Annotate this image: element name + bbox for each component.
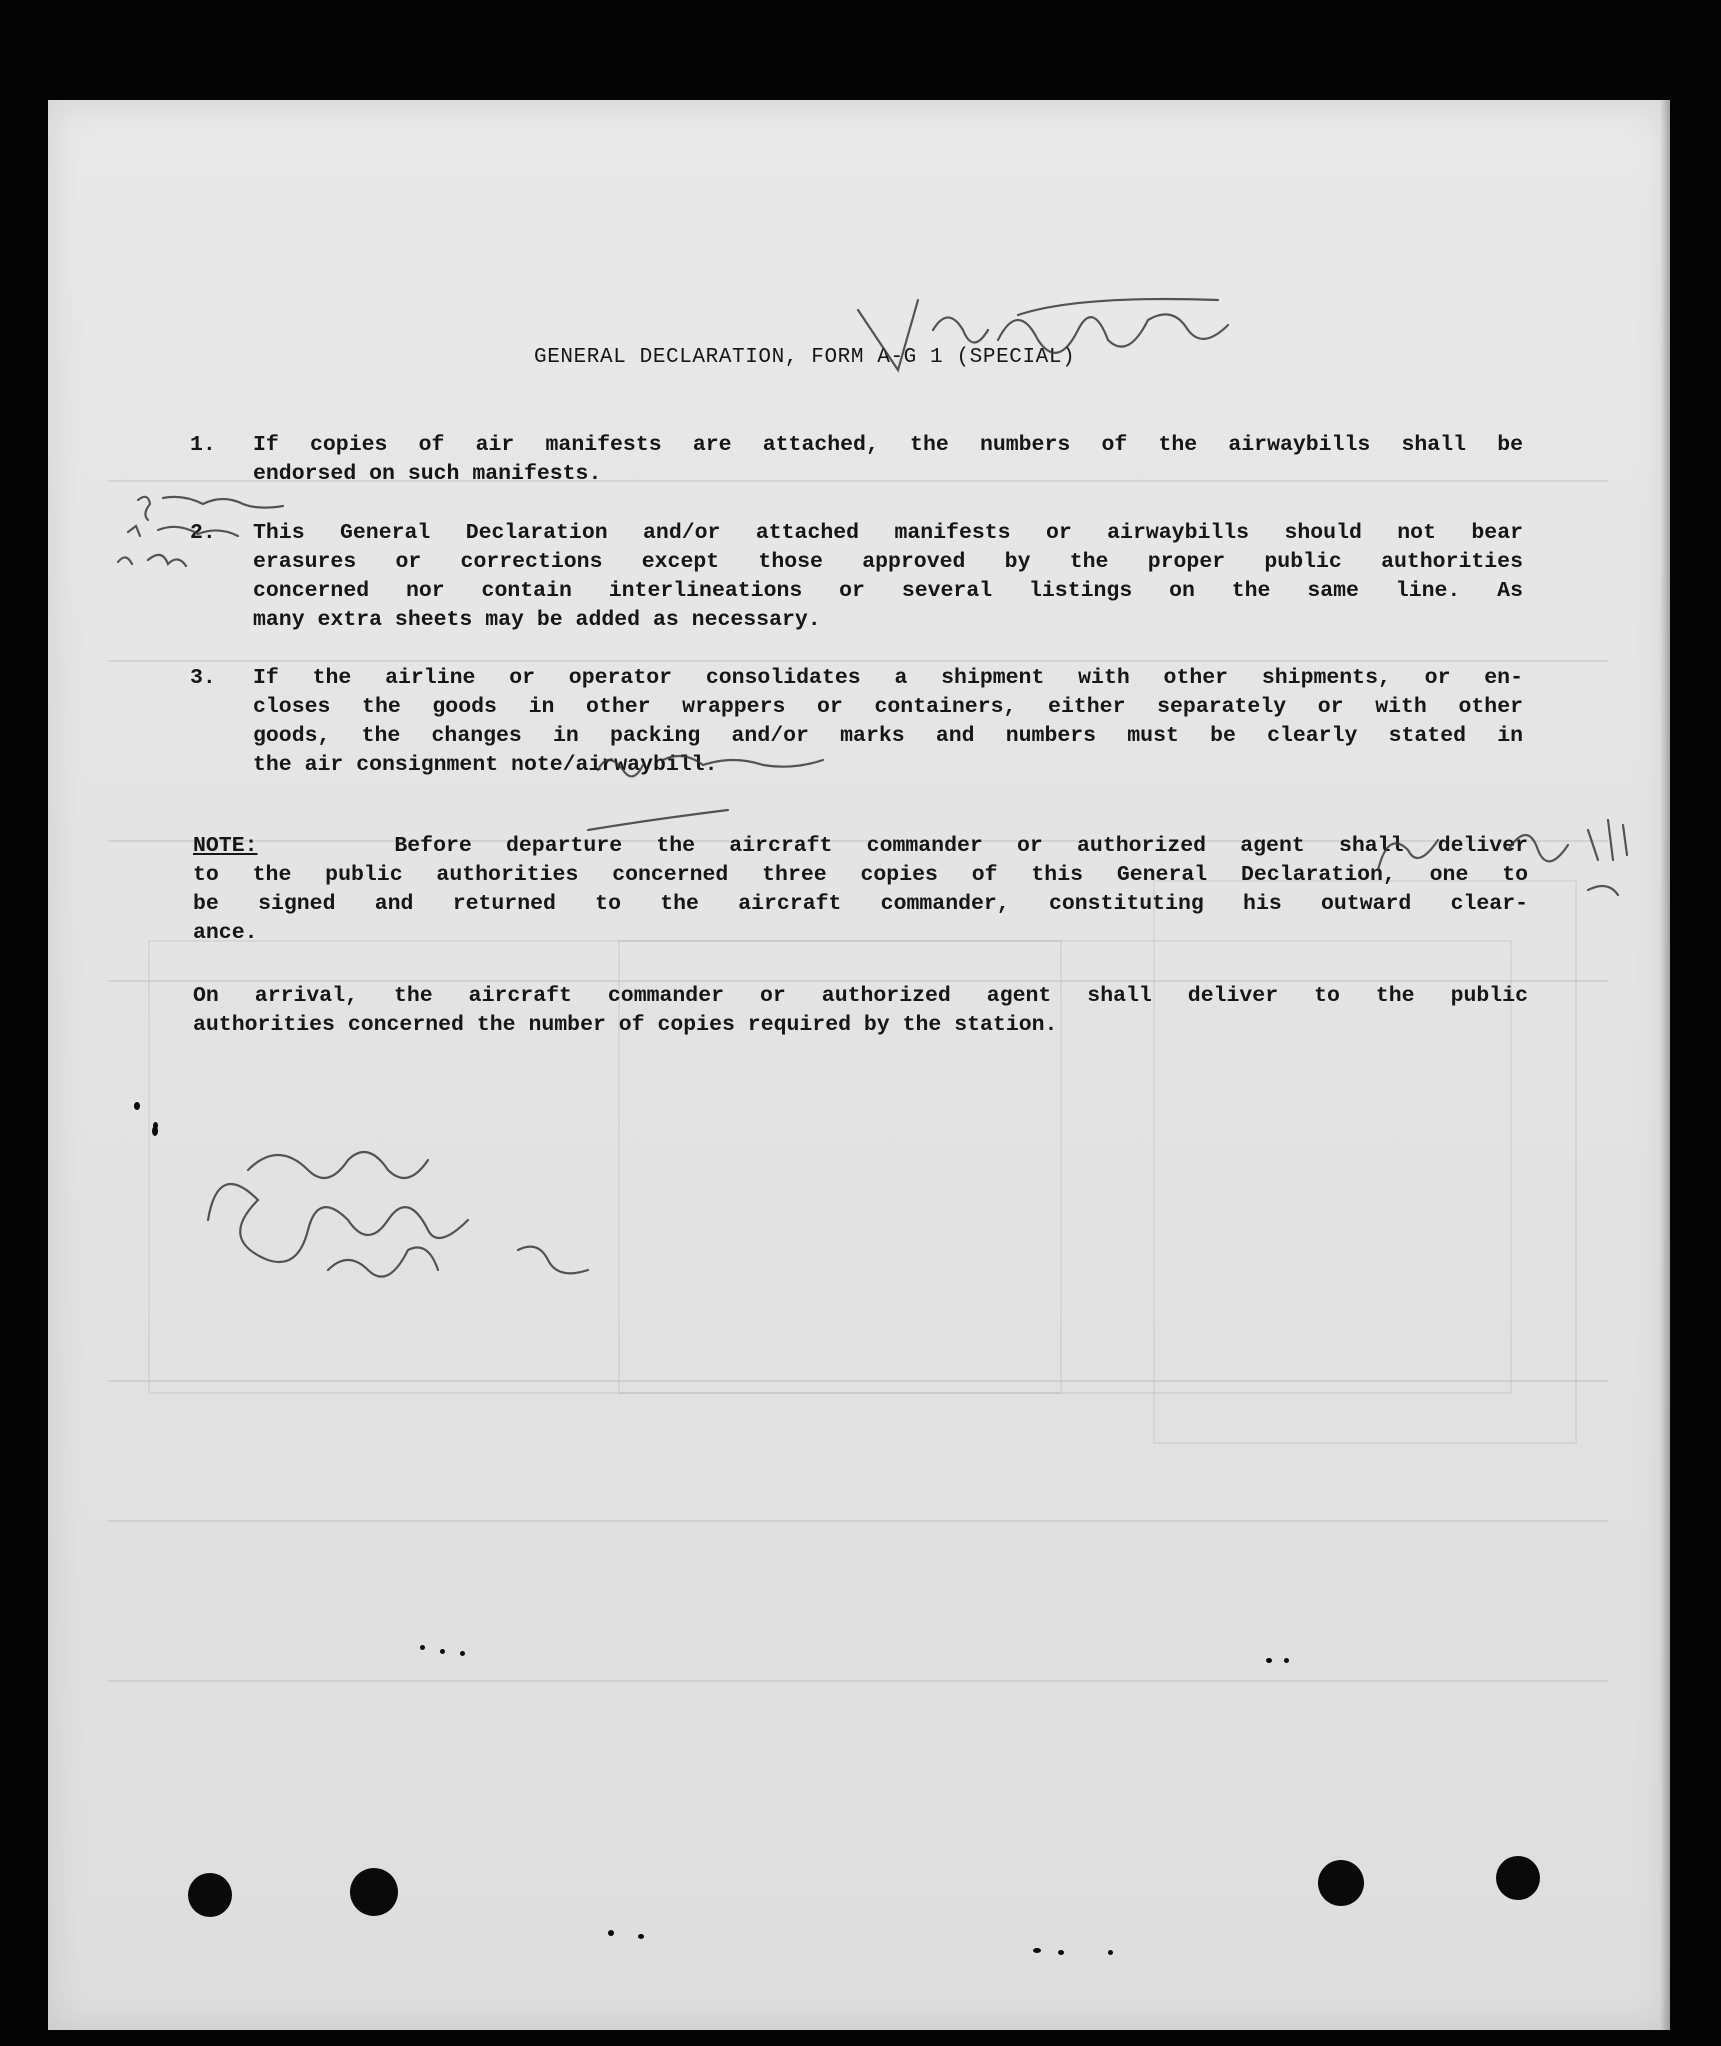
ink-speck	[1284, 1658, 1289, 1663]
arrival-paragraph	[193, 982, 1528, 1040]
note-line: be signed and returned to the aircraft commander, constituting his outward clear-	[193, 892, 1528, 916]
note-line: to the public authorities concerned three copies of this General Declaration, one to	[193, 863, 1528, 887]
item-text	[253, 431, 1523, 489]
document-page	[48, 100, 1670, 2030]
ink-speck	[1266, 1658, 1272, 1663]
ink-speck	[420, 1645, 425, 1650]
item-text	[253, 519, 1523, 635]
item-line: This General Declaration and/or attached manifests or airwaybills should not bear	[253, 521, 1523, 545]
note-line: Before departure the aircraft commander or authorized agent shall deliver	[394, 834, 1529, 858]
form-title: GENERAL DECLARATION, FORM A-G 1 (SPECIAL)	[534, 346, 1076, 369]
arrival-line: authorities concerned the number of copies required by the station.	[193, 1013, 1058, 1037]
punch-hole	[1496, 1856, 1540, 1900]
punch-hole	[1318, 1860, 1364, 1906]
ink-speck	[608, 1930, 614, 1936]
item-line: closes the goods in other wrappers or containers, either separately or with other	[253, 695, 1523, 719]
item-number: 3.	[190, 666, 216, 690]
item-number: 2.	[190, 521, 216, 545]
item-line: concerned nor contain interlineations or several listings on the same line. As	[253, 579, 1523, 603]
item-line: If copies of air manifests are attached, the numbers of the airwaybills shall be	[253, 433, 1523, 457]
item-line: erasures or corrections except those approved by the proper public authorities	[253, 550, 1523, 574]
ink-speck	[638, 1934, 644, 1939]
note-label: NOTE:	[193, 834, 258, 858]
arrival-line: On arrival, the aircraft commander or authorized agent shall deliver to the public	[193, 984, 1528, 1008]
item-line: goods, the changes in packing and/or marks and numbers must be clearly stated in	[253, 724, 1523, 748]
ink-speck	[440, 1649, 445, 1654]
ink-speck	[1108, 1950, 1113, 1955]
item-number: 1.	[190, 433, 216, 457]
ink-speck	[460, 1651, 465, 1656]
handwritten-note-right	[1368, 790, 1668, 910]
item-line: endorsed on such manifests.	[253, 462, 602, 486]
item-line: the air consignment note/airwaybill.	[253, 753, 718, 777]
punch-hole	[188, 1873, 232, 1917]
handwritten-signature	[188, 1120, 668, 1320]
handwritten-note-top	[838, 270, 1258, 390]
handwritten-margin-notes	[88, 480, 348, 590]
item-line: If the airline or operator consolidates a shipment with other shipments, or en-	[253, 666, 1523, 690]
ink-speck	[1058, 1950, 1064, 1955]
handwritten-note-middle	[568, 740, 988, 850]
note-line: ance.	[193, 921, 258, 945]
ink-speck	[1033, 1948, 1041, 1953]
ink-speck	[152, 1126, 158, 1136]
item-line: many extra sheets may be added as necessary.	[253, 608, 821, 632]
ink-speck	[134, 1102, 140, 1110]
punch-hole	[350, 1868, 398, 1916]
